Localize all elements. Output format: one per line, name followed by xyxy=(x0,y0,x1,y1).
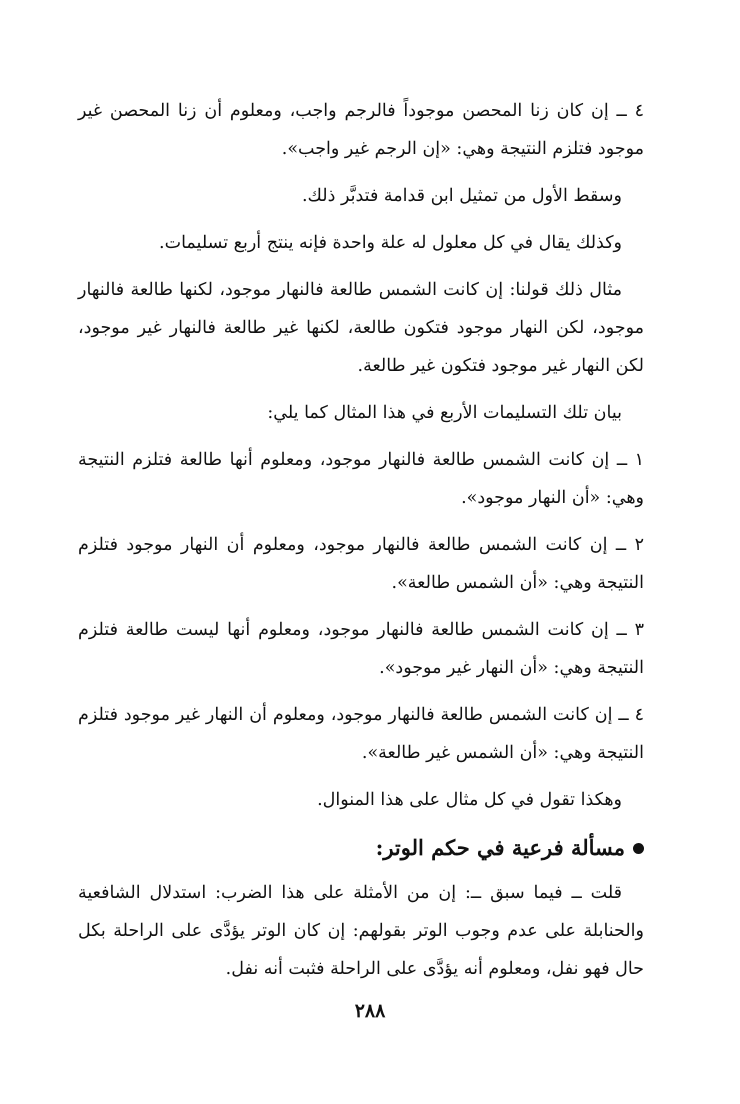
list-item-4: ٤ ــ إن كانت الشمس طالعة فالنهار موجود، ومعلوم أن النهار غير موجود فتلزم النتيجة وهي: «أن الشمس غير طالعة». xyxy=(78,705,644,763)
final-paragraph: قلت ــ فيما سبق ــ: إن من الأمثلة على هذا الضرب: استدلال الشافعية والحنابلة على عدم وجوب الوتر بقولهم: إن كان الوتر يؤدَّى على الراحلة بكل حال فهو نفل، ومعلوم أنه يؤدَّى على الراحلة فثبت أنه نفل. xyxy=(78,883,644,979)
paragraph-closing: وهكذا تقول في كل مثال على هذا المنوال. xyxy=(317,790,622,810)
paragraph-1: ٤ ــ إن كان زنا المحصن موجوداً فالرجم واجب، ومعلوم أن زنا المحصن غير موجود فتلزم النتيجة وهي: «إن الرجم غير واجب». xyxy=(78,101,644,159)
paragraph-5: بيان تلك التسليمات الأربع في هذا المثال كما يلي: xyxy=(267,403,622,423)
list-item-2: ٢ ــ إن كانت الشمس طالعة فالنهار موجود، ومعلوم أن النهار موجود فتلزم النتيجة وهي: «أن الشمس طالعة». xyxy=(78,535,644,593)
page-body xyxy=(78,92,644,997)
paragraph-4: مثال ذلك قولنا: إن كانت الشمس طالعة فالنهار موجود، لكنها طالعة فالنهار موجود، لكن النهار موجود فتكون طالعة، لكنها غير طالعة فالنهار غير موجود، لكن النهار غير موجود فتكون غير طالعة. xyxy=(78,280,644,376)
paragraph-3: وكذلك يقال في كل معلول له علة واحدة فإنه ينتج أربع تسليمات. xyxy=(159,233,622,253)
section-heading xyxy=(78,828,644,868)
section-heading-text: مسألة فرعية في حكم الوتر: xyxy=(375,835,625,860)
page-number: ٢٨٨ xyxy=(354,1000,386,1022)
bullet-icon xyxy=(633,843,644,854)
paragraph-2: وسقط الأول من تمثيل ابن قدامة فتدبَّر ذلك. xyxy=(301,186,622,206)
list-item-3: ٣ ــ إن كانت الشمس طالعة فالنهار موجود، ومعلوم أنها ليست طالعة فتلزم النتيجة وهي: «أن النهار غير موجود». xyxy=(78,620,644,678)
list-item-1: ١ ــ إن كانت الشمس طالعة فالنهار موجود، ومعلوم أنها طالعة فتلزم النتيجة وهي: «أن النهار موجود». xyxy=(78,450,644,508)
